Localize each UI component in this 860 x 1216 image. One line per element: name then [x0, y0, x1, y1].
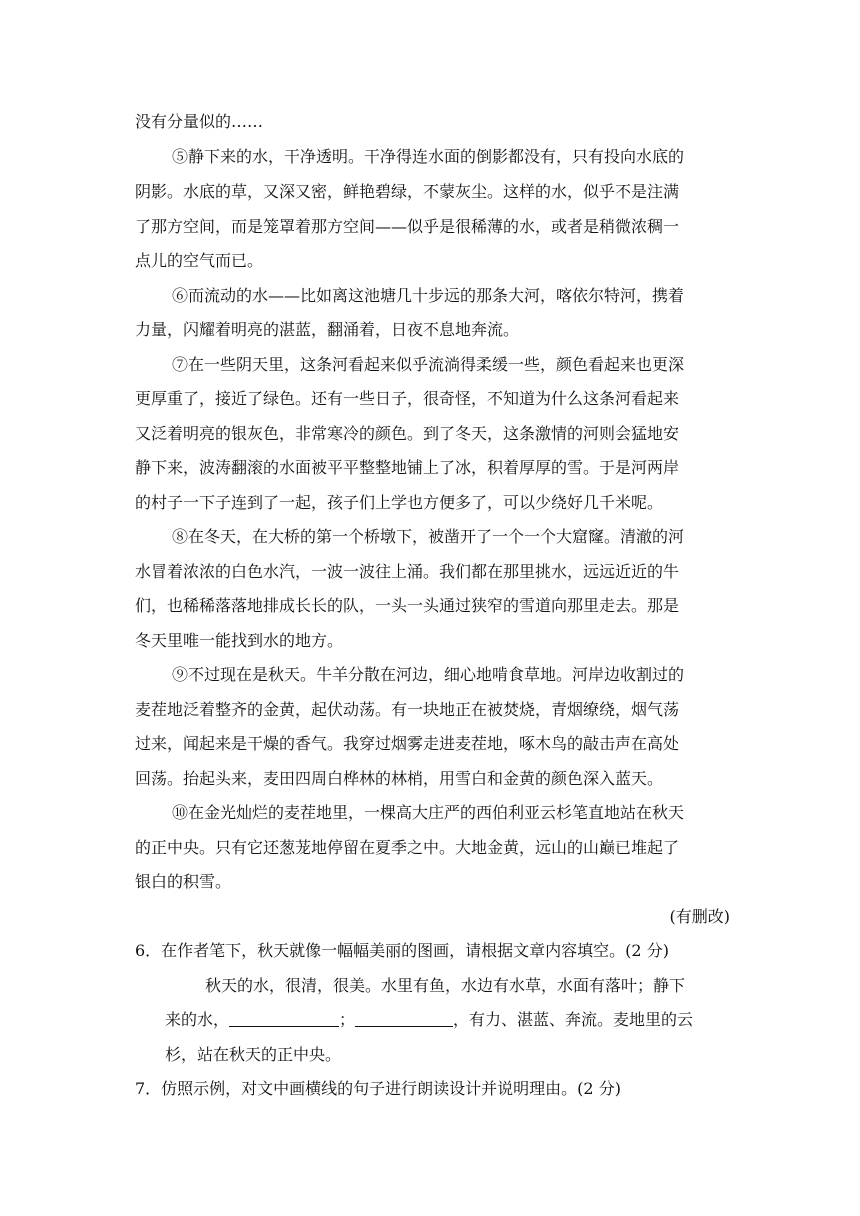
- paragraph-9-line: 麦茬地泛着整齐的金黄，起伏动荡。有一块地正在被焚烧，青烟缭绕，烟气荡: [135, 700, 680, 719]
- paragraph-7-line: 的村子一下子连到了一起，孩子们上学也方便多了，可以少绕好几千米呢。: [135, 493, 664, 512]
- paragraph-8-line: 水冒着浓浓的白色水汽，一波一波往上涌。我们都在那里挑水，远远近近的牛: [135, 562, 680, 581]
- paragraph-7-line: 静下来，波涛翻滚的水面被平平整整地铺上了冰，积着厚厚的雪。于是河两岸: [135, 458, 680, 477]
- question-6-stem: 6．在作者笔下，秋天就像一幅幅美丽的图画，请根据文章内容填空。(2 分): [135, 941, 669, 960]
- paragraph-7-line: 更厚重了，接近了绿色。还有一些日子，很奇怪，不知道为什么这条河看起来: [135, 389, 680, 408]
- paragraph-10-line: 银白的积雪。: [135, 872, 232, 891]
- paragraph-7-line: ⑦在一些阴天里，这条河看起来似乎流淌得柔缓一些，颜色看起来也更深: [172, 355, 685, 374]
- paragraph-10-line: ⑩在金光灿烂的麦茬地里，一棵高大庄严的西伯利亚云杉笔直地站在秋天: [172, 803, 685, 822]
- paragraph-5-line: 阴影。水底的草，又深又密，鲜艳碧绿，不蒙灰尘。这样的水，似乎不是注满: [135, 182, 680, 201]
- question-6-text: 来的水，: [165, 1010, 230, 1029]
- paragraph-5-line: 了那方空间，而是笼罩着那方空间——似乎是很稀薄的水，或者是稍微浓稠一: [135, 217, 680, 236]
- question-6-text: ；: [339, 1010, 356, 1029]
- question-6-text: ，有力、湛蓝、奔流。麦地里的云: [453, 1010, 694, 1029]
- paragraph-9-line: 过来，闻起来是干燥的香气。我穿过烟雾走进麦茬地，啄木鸟的敲击声在高处: [135, 734, 680, 753]
- paragraph-10-line: 的正中央。只有它还葱茏地停留在夏季之中。大地金黄，远山的山巅已堆起了: [135, 838, 680, 857]
- question-6-line: 杉，站在秋天的正中央。: [165, 1045, 342, 1064]
- abridged-note: (有删改): [669, 907, 730, 926]
- question-6-fill-line: [165, 1010, 730, 1030]
- answer-blank-1[interactable]: [229, 1010, 339, 1027]
- paragraph-8-line: 们，也稀稀落落地排成长长的队，一头一头通过狭窄的雪道向那里走去。那是: [135, 596, 680, 615]
- paragraph-8-line: 冬天里唯一能找到水的地方。: [135, 631, 344, 650]
- question-6-line: 秋天的水，很清，很美。水里有鱼，水边有水草，水面有落叶；静下: [205, 976, 686, 995]
- paragraph-5-line: ⑤静下来的水，干净透明。干净得连水面的倒影都没有，只有投向水底的: [172, 147, 685, 166]
- answer-blank-2[interactable]: [355, 1010, 453, 1027]
- paragraph-9-line: 回荡。抬起头来，麦田四周白桦林的林梢，用雪白和金黄的颜色深入蓝天。: [135, 769, 664, 788]
- paragraph-8-line: ⑧在冬天，在大桥的第一个桥墩下，被凿开了一个一个大窟窿。清澈的河: [172, 527, 685, 546]
- paragraph-5-line: 点儿的空气而已。: [135, 251, 264, 270]
- paragraph-6-line: 力量，闪耀着明亮的湛蓝，翻涌着，日夜不息地奔流。: [135, 320, 520, 339]
- paragraph-9-line: ⑨不过现在是秋天。牛羊分散在河边，细心地啃食草地。河岸边收割过的: [172, 665, 685, 684]
- paragraph-7-line: 又泛着明亮的银灰色，非常寒冷的颜色。到了冬天，这条激情的河则会猛地安: [135, 424, 680, 443]
- paragraph-6-line: ⑥而流动的水——比如离这池塘几十步远的那条大河，喀依尔特河，携着: [172, 286, 685, 305]
- question-7-stem: 7．仿照示例，对文中画横线的句子进行朗读设计并说明理由。(2 分): [135, 1079, 621, 1098]
- paragraph-4-tail: 没有分量似的……: [135, 112, 264, 131]
